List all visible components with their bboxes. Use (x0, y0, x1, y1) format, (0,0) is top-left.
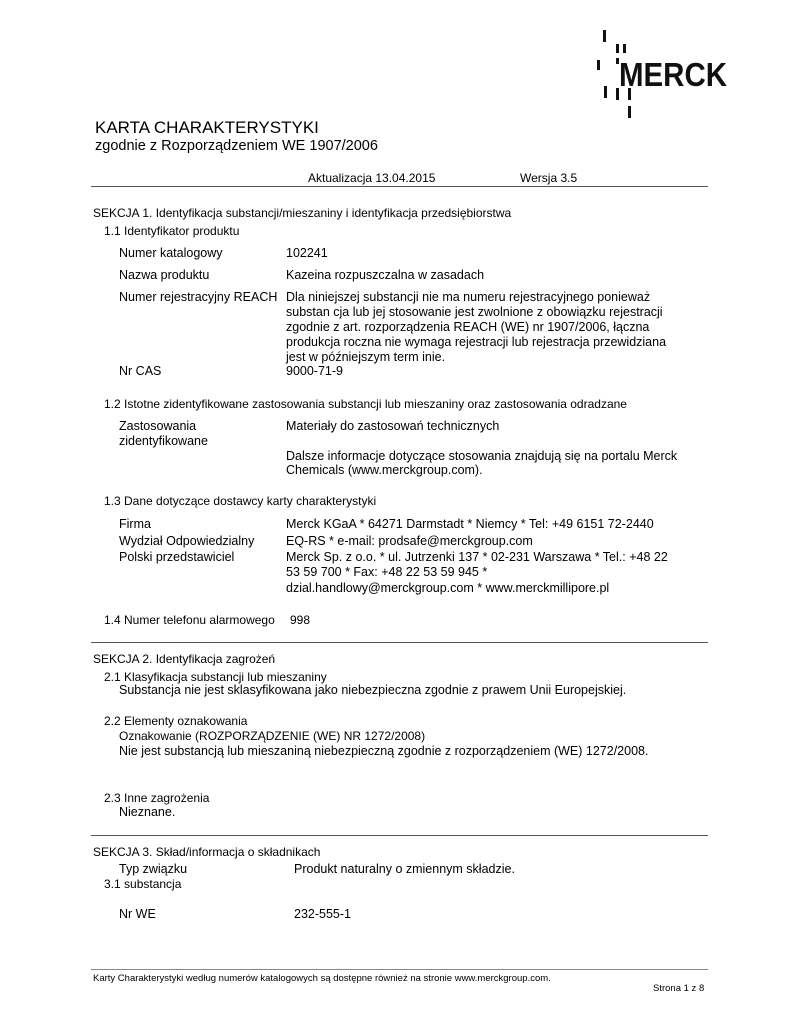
representative-line: dzial.handlowy@merckgroup.com * www.merckmillipore.pl (286, 581, 610, 595)
merck-logo (592, 28, 732, 120)
header-divider (91, 186, 708, 187)
we-number-value: 232-555-1 (294, 907, 351, 921)
classification-text: Substancja nie jest sklasyfikowana jako niebezpieczna zgodnie z prawem Unii Europejskiej. (119, 683, 627, 697)
reach-line: produkcja roczna nie wymaga rejestracji lub rejestracja przewidziana (286, 335, 667, 349)
product-name-label: Nazwa produktu (119, 268, 210, 282)
firm-value: Merck KGaA * 64271 Darmstadt * Niemcy * Tel: +49 6151 72-2440 (286, 517, 654, 531)
other-hazards-text: Nieznane. (119, 805, 176, 819)
section-divider (91, 642, 708, 643)
update-date: Aktualizacja 13.04.2015 (308, 171, 436, 185)
emergency-phone: 998 (290, 613, 311, 627)
department-label: Wydział Odpowiedzialny (119, 534, 255, 548)
representative-line: 53 59 700 * Fax: +48 22 53 59 945 * (286, 565, 488, 579)
uses-label: zidentyfikowane (119, 434, 208, 448)
subsection-1-4-label: 1.4 Numer telefonu alarmowego (104, 613, 275, 627)
reach-label: Numer rejestracyjny REACH (119, 290, 278, 304)
representative-line: Merck Sp. z o.o. * ul. Jutrzenki 137 * 02-231 Warszawa * Tel.: +48 22 (286, 550, 668, 564)
subsection-3-1: 3.1 substancja (104, 877, 182, 891)
reach-line: Dla niniejszej substancji nie ma numeru rejestracyjnego ponieważ (286, 290, 651, 304)
subsection-2-1: 2.1 Klasyfikacja substancji lub mieszaniny (104, 670, 327, 684)
subsection-1-1: 1.1 Identyfikator produktu (104, 224, 240, 238)
subsection-1-2: 1.2 Istotne zidentyfikowane zastosowania substancji lub mieszaniny oraz zastosowania odradzane (104, 397, 627, 411)
department-value: EQ-RS * e-mail: prodsafe@merckgroup.com (286, 534, 533, 548)
cas-label: Nr CAS (119, 364, 162, 378)
document-title: KARTA CHARAKTERYSTYKI (95, 118, 319, 137)
section-1-heading: SEKCJA 1. Identyfikacja substancji/mieszaniny i identyfikacja przedsiębiorstwa (93, 206, 512, 220)
footer-note: Karty Charakterystyki według numerów katalogowych są dostępne również na stronie www.merckgroup.com. (93, 973, 551, 984)
subsection-2-3: 2.3 Inne zagrożenia (104, 791, 210, 805)
page-number: Strona 1 z 8 (653, 983, 705, 994)
footer-divider (91, 969, 708, 970)
we-number-label: Nr WE (119, 907, 156, 921)
version: Wersja 3.5 (520, 171, 578, 185)
subsection-1-3: 1.3 Dane dotyczące dostawcy karty charakterystyki (104, 494, 377, 508)
uses-more-info: Chemicals (www.merckgroup.com). (286, 463, 483, 477)
compound-type-value: Produkt naturalny o zmiennym składzie. (294, 862, 515, 876)
reach-line: jest w późniejszym term inie. (286, 350, 446, 364)
reach-line: substan cja lub jej stosowanie jest zwolnione z obowiązku rejestracji (286, 305, 663, 319)
catalog-value: 102241 (286, 246, 328, 260)
firm-label: Firma (119, 517, 151, 531)
product-name-value: Kazeina rozpuszczalna w zasadach (286, 268, 485, 282)
document-subtitle: zgodnie z Rozporządzeniem WE 1907/2006 (95, 138, 378, 154)
merck-logo-text: MERCK (619, 56, 728, 93)
labelling-heading: Oznakowanie (ROZPORZĄDZENIE (WE) NR 1272/2008) (119, 729, 426, 743)
representative-label: Polski przedstawiciel (119, 550, 235, 564)
labelling-text: Nie jest substancją lub mieszaniną niebezpieczną zgodnie z rozporządzeniem (WE) 1272/2008. (119, 744, 649, 758)
compound-type-label: Typ związku (119, 862, 188, 876)
section-divider (91, 835, 708, 836)
catalog-label: Numer katalogowy (119, 246, 223, 260)
section-3-heading: SEKCJA 3. Skład/informacja o składnikach (93, 845, 321, 859)
cas-value: 9000-71-9 (286, 364, 343, 378)
uses-more-info: Dalsze informacje dotyczące stosowania znajdują się na portalu Merck (286, 449, 678, 463)
uses-value: Materiały do zastosowań technicznych (286, 419, 500, 433)
section-2-heading: SEKCJA 2. Identyfikacja zagrożeń (93, 652, 276, 666)
subsection-2-2: 2.2 Elementy oznakowania (104, 714, 248, 728)
uses-label: Zastosowania (119, 419, 197, 433)
reach-line: zgodnie z art. rozporządzenia REACH (WE) nr 1907/2006, łączna (286, 320, 650, 334)
